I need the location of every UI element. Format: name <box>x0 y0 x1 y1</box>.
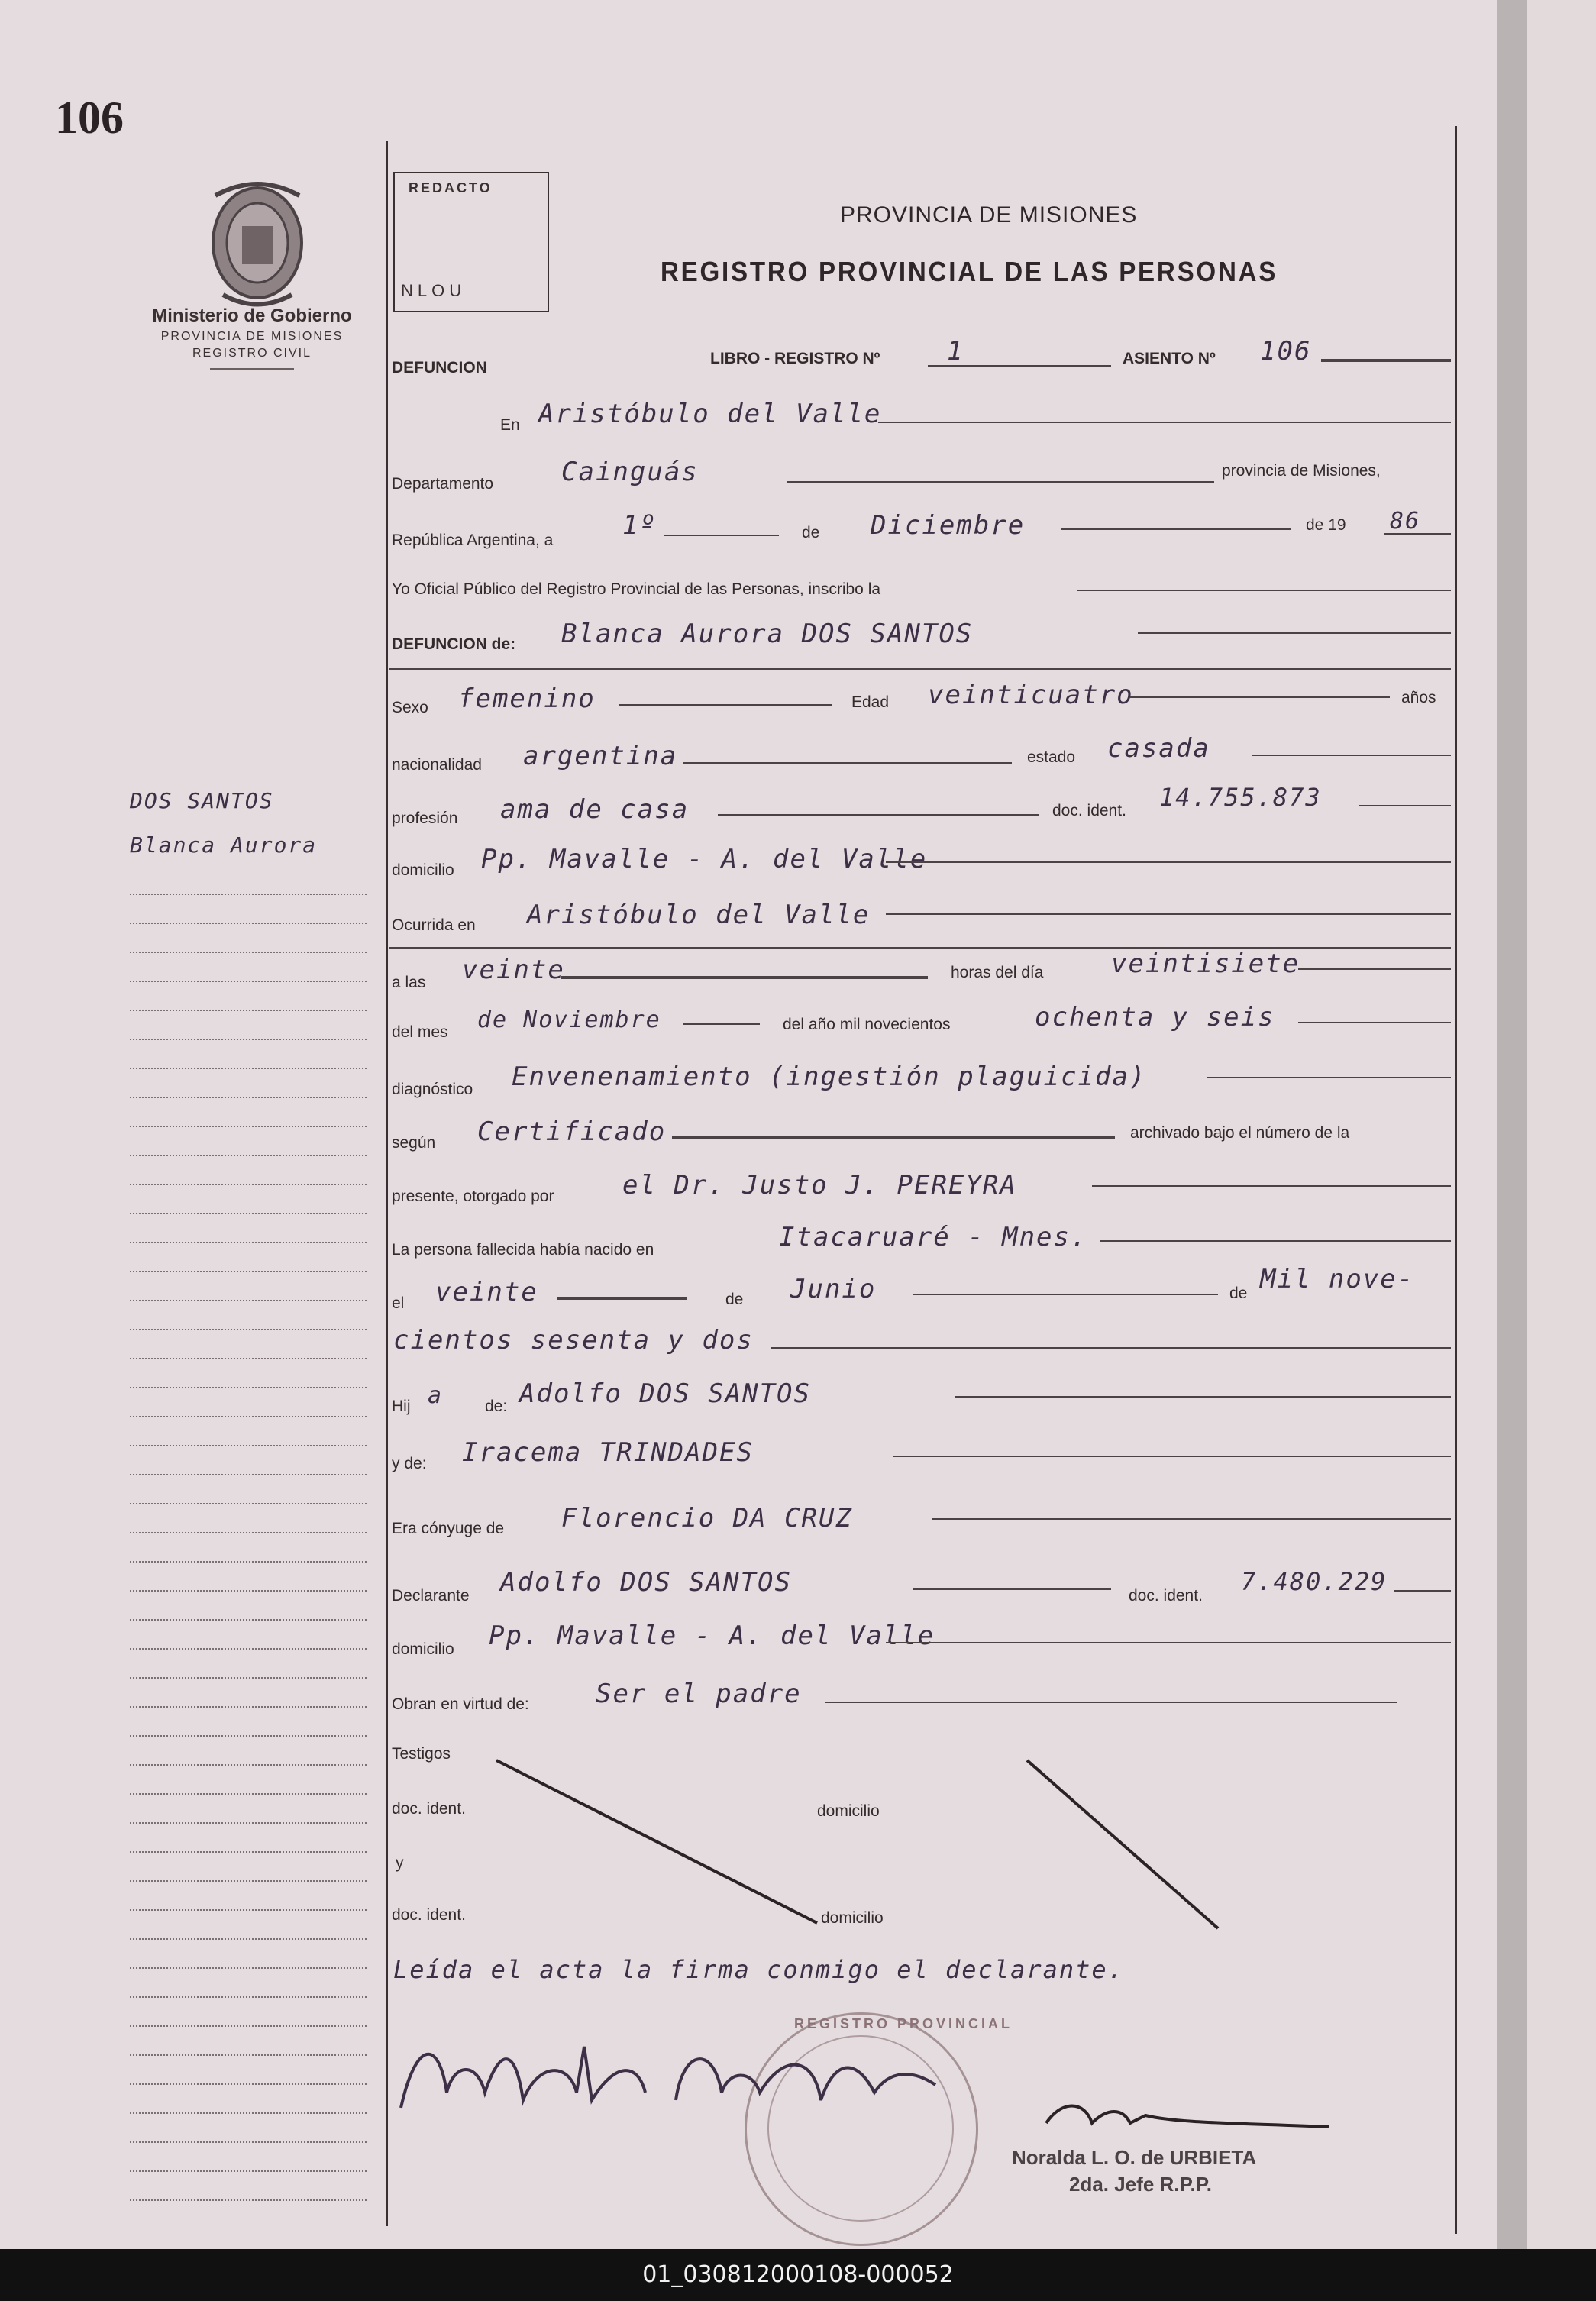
margin-rule <box>130 952 367 953</box>
testigos-label: Testigos <box>392 1745 451 1763</box>
nacido-label: La persona fallecida había nacido en <box>392 1241 654 1259</box>
margin-note-name: Blanca Aurora <box>130 832 318 858</box>
profesion-label: profesión <box>392 810 458 827</box>
provincia-label: provincia de Misiones, <box>1222 462 1381 480</box>
declarante-label: Declarante <box>392 1587 470 1605</box>
hij-de-label: de: <box>485 1398 508 1415</box>
nacionalidad-value: argentina <box>523 741 678 771</box>
segun-label: según <box>392 1134 436 1152</box>
margin-rule <box>130 1242 367 1243</box>
obran-value: Ser el padre <box>596 1679 802 1709</box>
de-label-3: de <box>1229 1285 1248 1302</box>
margin-rule <box>130 1532 367 1533</box>
del-mes-label: del mes <box>392 1023 448 1041</box>
diagnostico-value: Envenenamiento (ingestión plaguicida) <box>512 1062 1147 1092</box>
margin-rule <box>130 1329 367 1330</box>
nac-mes-value: Junio <box>790 1274 877 1304</box>
domicilio-label: domicilio <box>392 861 454 879</box>
doc-ident4-label: doc. ident. <box>392 1906 466 1924</box>
domicilio4-label: domicilio <box>821 1909 884 1927</box>
margin-rule <box>130 1938 367 1940</box>
margin-rule <box>130 1184 367 1185</box>
image-id-footer: 01_030812000108-000052 <box>0 2249 1596 2301</box>
margin-rule <box>130 1387 367 1388</box>
registry-title: REGISTRO PROVINCIAL DE LAS PERSONAS <box>661 256 1278 287</box>
de-year-label: de 19 <box>1306 516 1346 534</box>
margin-rule <box>130 1155 367 1156</box>
sexo-label: Sexo <box>392 699 428 716</box>
el-label: el <box>392 1294 405 1312</box>
padre-value: Adolfo DOS SANTOS <box>519 1378 811 1409</box>
ocurrida-value: Aristóbulo del Valle <box>527 900 871 930</box>
margin-rule <box>130 923 367 924</box>
margin-rule <box>130 1967 367 1969</box>
form-left-rule <box>386 141 388 2226</box>
nac-dia-value: veinte <box>435 1277 538 1307</box>
a-las-label: a las <box>392 974 426 991</box>
libro-value: 1 <box>947 336 964 367</box>
margin-rule <box>130 2141 367 2143</box>
margin-rule <box>130 1648 367 1650</box>
horas-label: horas del día <box>951 964 1044 981</box>
margin-rule <box>130 1474 367 1475</box>
doc-label: doc. ident. <box>1052 802 1126 819</box>
margin-rule <box>130 1619 367 1621</box>
margin-rule <box>130 2083 367 2085</box>
official-title: 2da. Jefe R.P.P. <box>1069 2173 1212 2196</box>
margin-rule <box>130 1358 367 1359</box>
margin-rule <box>130 1561 367 1563</box>
de-label-2: de <box>725 1291 744 1308</box>
asiento-label: ASIENTO Nº <box>1123 350 1216 367</box>
anos-label: años <box>1401 689 1436 706</box>
redacto-initials: NLOU <box>401 281 467 300</box>
margin-rule <box>130 1909 367 1911</box>
mes-muerte-value: de Noviembre <box>477 1007 661 1033</box>
margin-rule <box>130 1735 367 1737</box>
y-de-label: y de: <box>392 1455 427 1472</box>
seal-text: REGISTRO PROVINCIAL <box>794 2016 1013 2031</box>
conyuge-value: Florencio DA CRUZ <box>561 1503 853 1533</box>
mes-value: Diciembre <box>871 510 1026 541</box>
dia-muerte-value: veintisiete <box>1111 949 1300 979</box>
otorgado-value: el Dr. Justo J. PEREYRA <box>622 1170 1017 1201</box>
margin-rule <box>130 1097 367 1098</box>
margin-note-surname: DOS SANTOS <box>130 788 274 813</box>
margin-rule <box>130 2112 367 2114</box>
margin-rule <box>130 981 367 982</box>
departamento-value: Cainguás <box>561 457 699 487</box>
act-type: DEFUNCION <box>392 359 487 376</box>
conyuge-label: Era cónyuge de <box>392 1520 505 1537</box>
margin-rule <box>130 1503 367 1504</box>
anio-value: 86 <box>1390 508 1421 535</box>
anio-muerte-value: ochenta y seis <box>1035 1002 1275 1033</box>
margin-rule <box>130 1793 367 1795</box>
declarante-signature <box>386 2016 981 2123</box>
doc-declarante-label: doc. ident. <box>1129 1587 1203 1605</box>
diagnostico-label: diagnóstico <box>392 1081 473 1098</box>
facing-page-edge <box>1497 0 1596 2249</box>
declarante-value: Adolfo DOS SANTOS <box>500 1567 792 1598</box>
de-label-1: de <box>802 524 820 541</box>
libro-label: LIBRO - REGISTRO Nº <box>710 350 880 367</box>
official-signature <box>1039 2093 1344 2146</box>
margin-rule <box>130 1300 367 1301</box>
doc-ident3-label: doc. ident. <box>392 1800 466 1818</box>
domicilio3-label: domicilio <box>817 1802 880 1820</box>
margin-rule <box>130 2170 367 2172</box>
madre-value: Iracema TRINDADES <box>462 1437 754 1468</box>
margin-rule <box>130 1880 367 1882</box>
edad-label: Edad <box>851 693 890 711</box>
margin-rule <box>130 2054 367 2056</box>
coat-of-arms-icon <box>200 180 315 310</box>
margin-rule <box>130 1764 367 1766</box>
en-label: En <box>500 416 520 434</box>
nac-anio-2-value: cientos sesenta y dos <box>393 1325 754 1356</box>
dia-value: 1º <box>622 510 657 541</box>
hij-label: Hij <box>392 1398 411 1415</box>
margin-rule <box>130 1416 367 1417</box>
del-ano-label: del año mil novecientos <box>783 1016 951 1033</box>
archivado-label: archivado bajo el número de la <box>1130 1124 1350 1142</box>
margin-rule <box>130 1126 367 1127</box>
margin-rule <box>130 2025 367 2027</box>
presente-label: presente, otorgado por <box>392 1188 554 1205</box>
nombre-value: Blanca Aurora DOS SANTOS <box>561 619 974 649</box>
hij-suffix: a <box>428 1382 444 1409</box>
province-title: PROVINCIA DE MISIONES <box>840 202 1138 228</box>
oficial-text: Yo Oficial Público del Registro Provincial de las Personas, inscribo la <box>392 580 881 598</box>
cierre-text: Leída el acta la firma conmigo el declarante. <box>393 1955 1124 1984</box>
redacto-label: REDACTO <box>409 180 493 196</box>
edad-value: veinticuatro <box>928 680 1134 710</box>
defuncion-de-label: DEFUNCION de: <box>392 635 516 653</box>
official-name: Noralda L. O. de URBIETA <box>1012 2146 1257 2169</box>
hora-value: veinte <box>462 955 565 985</box>
ministry-province: PROVINCIA DE MISIONES <box>160 330 344 343</box>
republica-label: República Argentina, a <box>392 532 554 549</box>
nac-anio-1-value: Mil nove- <box>1260 1264 1415 1294</box>
margin-rule <box>130 1213 367 1214</box>
margin-rule <box>130 2199 367 2201</box>
page-number: 106 <box>55 92 124 143</box>
ministry-registry: REGISTRO CIVIL <box>192 347 312 360</box>
margin-rule <box>130 1677 367 1679</box>
y-label: y <box>396 1854 404 1872</box>
nacido-value: Itacaruaré - Mnes. <box>779 1222 1088 1252</box>
domicilio-value: Pp. Mavalle - A. del Valle <box>481 844 928 874</box>
profesion-value: ama de casa <box>500 794 690 825</box>
sexo-value: femenino <box>458 684 596 714</box>
margin-rule <box>130 1271 367 1272</box>
obran-label: Obran en virtud de: <box>392 1695 529 1713</box>
asiento-value: 106 <box>1260 336 1312 367</box>
ministry-heading <box>115 305 389 370</box>
margin-rule <box>130 1039 367 1040</box>
departamento-label: Departamento <box>392 475 494 493</box>
margin-rule <box>130 1445 367 1446</box>
margin-rule <box>130 1010 367 1011</box>
margin-rule <box>130 1068 367 1069</box>
domicilio-declarante-value: Pp. Mavalle - A. del Valle <box>489 1621 935 1651</box>
margin-rule <box>130 1822 367 1824</box>
domicilio2-label: domicilio <box>392 1640 454 1658</box>
doc-value: 14.755.873 <box>1159 783 1322 812</box>
margin-rule <box>130 1996 367 1998</box>
margin-rule <box>130 1851 367 1853</box>
nacionalidad-label: nacionalidad <box>392 756 482 774</box>
estado-label: estado <box>1027 748 1076 766</box>
estado-value: casada <box>1107 733 1210 764</box>
margin-rule <box>130 894 367 895</box>
doc-declarante-value: 7.480.229 <box>1241 1567 1388 1596</box>
margin-rule <box>130 1590 367 1592</box>
ministry-name: Ministerio de Gobierno <box>152 305 352 326</box>
margin-rule <box>130 1706 367 1708</box>
ocurrida-label: Ocurrida en <box>392 916 476 934</box>
segun-value: Certificado <box>477 1117 667 1147</box>
form-right-rule <box>1455 126 1457 2234</box>
lugar-value: Aristóbulo del Valle <box>538 399 882 429</box>
